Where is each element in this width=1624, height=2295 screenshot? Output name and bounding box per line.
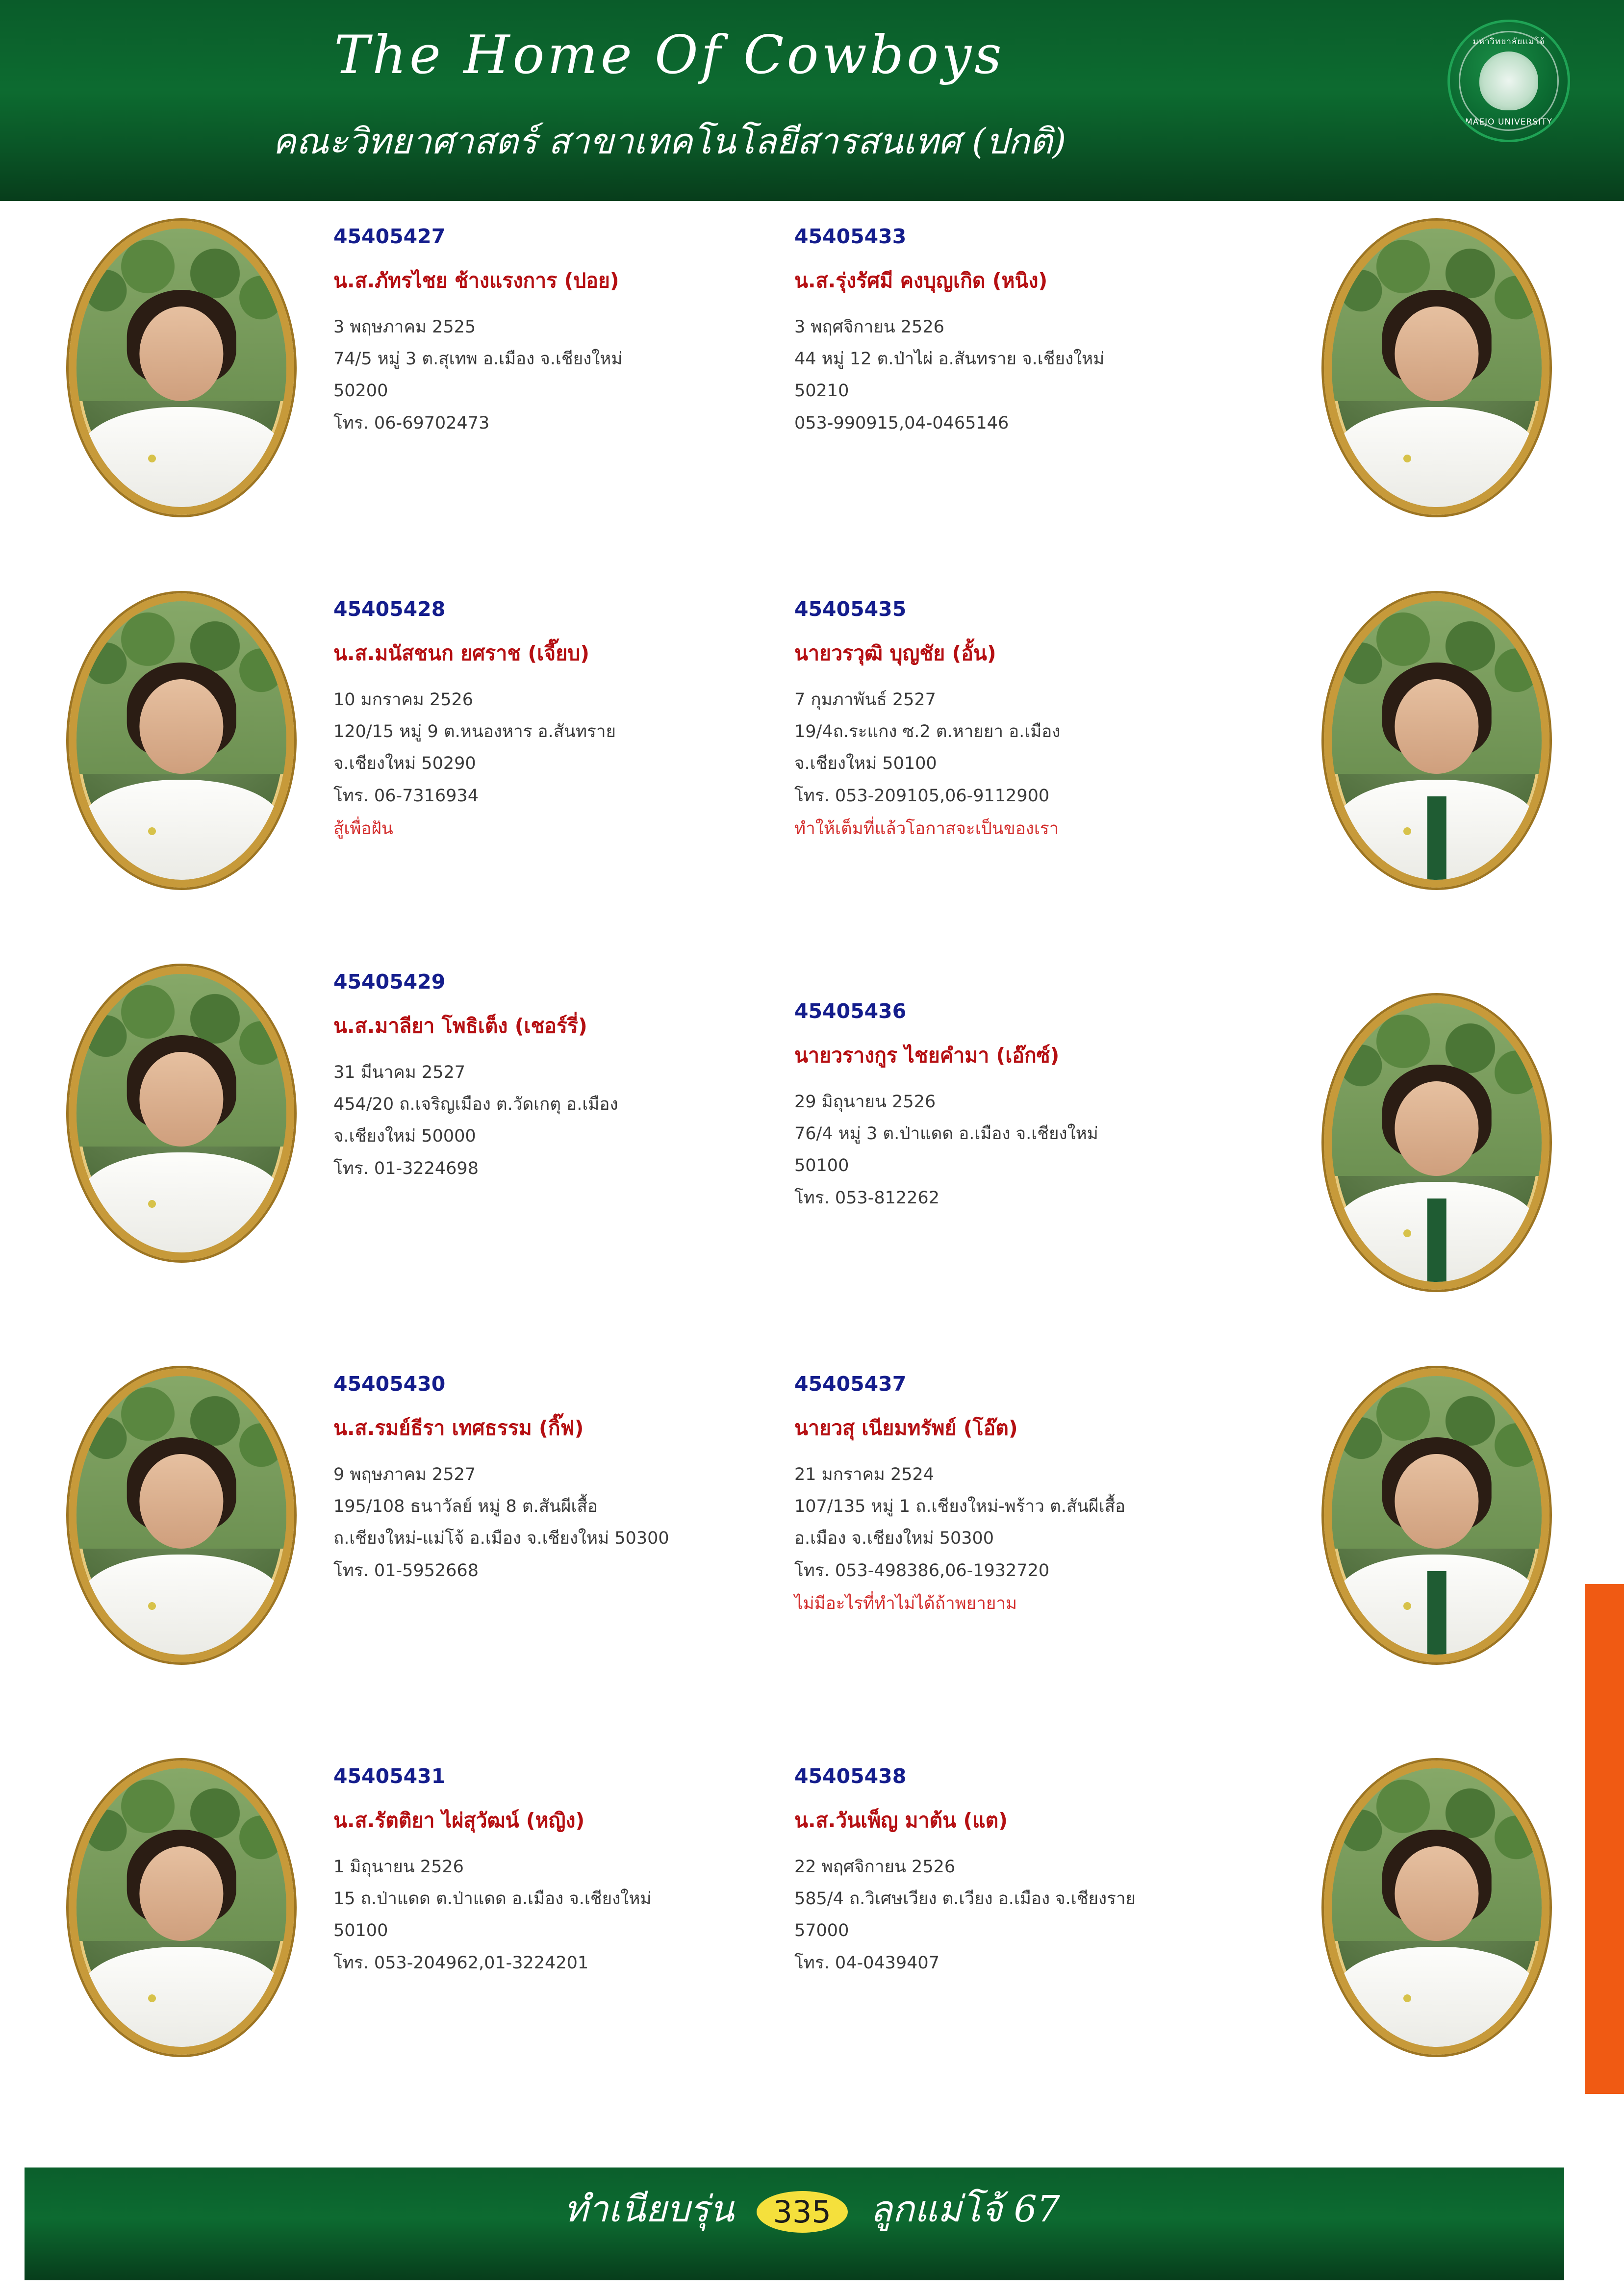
student-portrait (69, 1760, 294, 2055)
uniform-pin-icon (148, 1200, 156, 1208)
portrait-face (139, 1454, 223, 1549)
student-info (794, 1372, 1290, 1616)
student-info (333, 597, 829, 842)
student-phone: โทร. 053-812262 (794, 1188, 939, 1208)
student-entry (794, 976, 1549, 1349)
student-name: น.ส.รัตติยา ไผ่สุวัฒน์ (หญิง) (333, 1809, 585, 1832)
student-entry (69, 1349, 824, 1721)
student-phone: 053-990915,04-0465146 (794, 413, 1009, 433)
student-info (794, 1764, 1290, 1983)
student-info (333, 970, 829, 1189)
student-id: 45405427 (333, 225, 446, 248)
portrait-face (1395, 1846, 1478, 1941)
student-id: 45405438 (794, 1764, 907, 1788)
student-address-line-1: 120/15 หมู่ 9 ต.หนองหาร อ.สันทราย (333, 722, 616, 742)
student-info (333, 1372, 829, 1591)
student-address-line-1: 19/4ถ.ระแกง ซ.2 ต.หายยา อ.เมือง (794, 722, 1061, 742)
student-entry (69, 201, 824, 574)
uniform-pin-icon (148, 827, 156, 835)
student-name: นายวรวุฒิ บุญชัย (อั้น) (794, 641, 996, 665)
seal-bottom-text: MAEJO UNIVERSITY (1465, 117, 1552, 127)
student-birthdate: 3 พฤษภาคม 2525 (333, 317, 476, 337)
student-address-line-1: 107/135 หมู่ 1 ถ.เชียงใหม่-พร้าว ต.สันผีเสื้อ (794, 1497, 1125, 1517)
portrait-uniform (81, 1947, 282, 2055)
portrait-uniform (81, 1555, 282, 1662)
student-address-line-2: 50210 (794, 381, 849, 401)
student-info (333, 225, 829, 443)
student-phone: โทร. 06-7316934 (333, 786, 479, 806)
student-phone: โทร. 04-0439407 (794, 1953, 939, 1973)
student-phone: โทร. 053-204962,01-3224201 (333, 1953, 589, 1973)
student-id: 45405429 (333, 970, 446, 994)
student-portrait (69, 1368, 294, 1662)
student-portrait (69, 221, 294, 515)
student-birthdate: 9 พฤษภาคม 2527 (333, 1465, 476, 1484)
student-address-line-2: 57000 (794, 1921, 849, 1941)
student-motto: ไม่มีอะไรที่ทำไม่ได้ถ้าพยายาม (794, 1593, 1017, 1613)
portrait-necktie (1427, 1571, 1446, 1655)
footer-left-text: ทำเนียบรุ่น (564, 2188, 735, 2230)
student-info (794, 225, 1290, 443)
student-birthdate: 7 กุมภาพันธ์ 2527 (794, 690, 936, 710)
uniform-pin-icon (148, 1602, 156, 1610)
student-entry (69, 1741, 824, 2114)
student-portrait (1324, 1368, 1549, 1662)
university-seal-icon (1447, 20, 1570, 142)
student-birthdate: 22 พฤศจิกายน 2526 (794, 1857, 956, 1877)
student-phone: โทร. 01-3224698 (333, 1158, 479, 1178)
student-motto: สู้เพื่อฝัน (333, 818, 393, 839)
student-info (794, 999, 1290, 1218)
portrait-face (139, 1052, 223, 1147)
student-portrait (69, 593, 294, 888)
page-title: The Home Of Cowboys (334, 25, 1005, 86)
student-birthdate: 3 พฤศจิกายน 2526 (794, 317, 944, 337)
student-entry (794, 201, 1549, 574)
student-address-line-2: จ.เชียงใหม่ 50100 (794, 754, 937, 774)
portrait-face (139, 679, 223, 774)
student-address-line-1: 15 ถ.ป่าแดด ต.ป่าแดด อ.เมือง จ.เชียงใหม่ (333, 1889, 652, 1909)
uniform-pin-icon (1403, 1602, 1411, 1610)
portrait-face (1395, 306, 1478, 401)
portrait-uniform (1336, 1947, 1538, 2055)
student-id: 45405431 (333, 1764, 446, 1788)
portrait-uniform (81, 780, 282, 888)
student-name: น.ส.รมย์ธีรา เทศธรรม (กิ๊ฟ) (333, 1416, 584, 1440)
student-portrait (1324, 1760, 1549, 2055)
student-entry (794, 1349, 1549, 1721)
student-name: นายวรางกูร ไชยคำมา (เอ๊กซ์) (794, 1044, 1060, 1067)
portrait-face (1395, 679, 1478, 774)
student-portrait (1324, 593, 1549, 888)
student-id: 45405437 (794, 1372, 907, 1396)
portrait-face (1395, 1454, 1478, 1549)
student-info (794, 597, 1290, 842)
student-id: 45405433 (794, 225, 907, 248)
student-address-line-2: 50100 (794, 1156, 849, 1176)
student-id: 45405435 (794, 597, 907, 621)
student-entry (69, 946, 824, 1319)
uniform-pin-icon (148, 1994, 156, 2002)
portrait-face (139, 306, 223, 401)
student-name: น.ส.มาลียา โพธิเต็ง (เชอร์รี่) (333, 1014, 587, 1038)
portrait-face (1395, 1081, 1478, 1176)
student-address-line-1: 44 หมู่ 12 ต.ป่าไผ่ อ.สันทราย จ.เชียงใหม่ (794, 349, 1105, 369)
student-id: 45405436 (794, 999, 907, 1023)
student-entry (794, 574, 1549, 946)
page-number-badge: 335 (757, 2191, 848, 2233)
student-address-line-1: 76/4 หมู่ 3 ต.ป่าแดด อ.เมือง จ.เชียงใหม่ (794, 1124, 1098, 1144)
portrait-uniform (81, 407, 282, 515)
student-phone: โทร. 053-498386,06-1932720 (794, 1560, 1050, 1581)
uniform-pin-icon (1403, 1994, 1411, 2002)
student-name: น.ส.รุ่งรัศมี คงบุญเกิด (หนิง) (794, 269, 1048, 292)
student-phone: โทร. 053-209105,06-9112900 (794, 786, 1050, 806)
student-birthdate: 1 มิถุนายน 2526 (333, 1857, 464, 1877)
student-entry (69, 574, 824, 946)
student-address-line-2: อ.เมือง จ.เชียงใหม่ 50300 (794, 1529, 994, 1549)
footer-text (0, 2180, 1624, 2238)
page-footer (0, 2153, 1624, 2295)
student-info (333, 1764, 829, 1983)
uniform-pin-icon (1403, 1229, 1411, 1237)
seal-crest (1479, 51, 1538, 110)
student-address-line-2: จ.เชียงใหม่ 50000 (333, 1126, 476, 1147)
student-portrait (1324, 995, 1549, 1290)
student-name: น.ส.วันเพ็ญ มาต้น (แต) (794, 1809, 1008, 1832)
uniform-pin-icon (1403, 827, 1411, 835)
uniform-pin-icon (1403, 455, 1411, 462)
student-address-line-1: 454/20 ถ.เจริญเมือง ต.วัดเกตุ อ.เมือง (333, 1095, 618, 1115)
student-birthdate: 29 มิถุนายน 2526 (794, 1092, 936, 1112)
student-directory (0, 201, 1624, 2104)
student-name: น.ส.มนัสชนก ยศราช (เจี๊ยบ) (333, 641, 589, 665)
student-phone: โทร. 06-69702473 (333, 413, 490, 433)
student-portrait (1324, 221, 1549, 515)
student-entry (794, 1741, 1549, 2114)
page-header (0, 0, 1624, 201)
student-id: 45405428 (333, 597, 446, 621)
student-motto: ทำให้เต็มที่แล้วโอกาสจะเป็นของเรา (794, 818, 1059, 839)
student-name: น.ส.ภัทรไชย ช้างแรงการ (ปอย) (333, 269, 619, 292)
portrait-uniform (81, 1152, 282, 1260)
seal-top-text: มหาวิทยาลัยแม่โจ้ (1472, 37, 1545, 47)
student-id: 45405430 (333, 1372, 446, 1396)
student-portrait (69, 966, 294, 1260)
portrait-face (139, 1846, 223, 1941)
student-name: นายวสุ เนียมทรัพย์ (โอ๊ต) (794, 1416, 1018, 1440)
footer-right-text: ลูกแม่โจ้ 67 (870, 2188, 1060, 2230)
portrait-necktie (1427, 796, 1446, 880)
student-address-line-1: 74/5 หมู่ 3 ต.สุเทพ อ.เมือง จ.เชียงใหม่ (333, 349, 623, 369)
student-address-line-2: 50100 (333, 1921, 388, 1941)
portrait-necktie (1427, 1198, 1446, 1282)
student-birthdate: 10 มกราคม 2526 (333, 690, 474, 710)
student-address-line-2: ถ.เชียงใหม่-แม่โจ้ อ.เมือง จ.เชียงใหม่ 50300 (333, 1529, 669, 1549)
student-phone: โทร. 01-5952668 (333, 1560, 479, 1581)
student-address-line-2: 50200 (333, 381, 388, 401)
page-subtitle: คณะวิทยาศาสตร์ สาขาเทคโนโลยีสารสนเทศ (ปกติ) (272, 121, 1066, 162)
orange-edge-tab (1585, 1584, 1624, 2094)
student-address-line-1: 195/108 ธนาวัลย์ หมู่ 8 ต.สันผีเสื้อ (333, 1497, 598, 1517)
student-birthdate: 31 มีนาคม 2527 (333, 1063, 465, 1082)
student-birthdate: 21 มกราคม 2524 (794, 1465, 935, 1484)
portrait-uniform (1336, 407, 1538, 515)
uniform-pin-icon (148, 455, 156, 462)
student-address-line-1: 585/4 ถ.วิเศษเวียง ต.เวียง อ.เมือง จ.เชียงราย (794, 1889, 1136, 1909)
student-address-line-2: จ.เชียงใหม่ 50290 (333, 754, 476, 774)
